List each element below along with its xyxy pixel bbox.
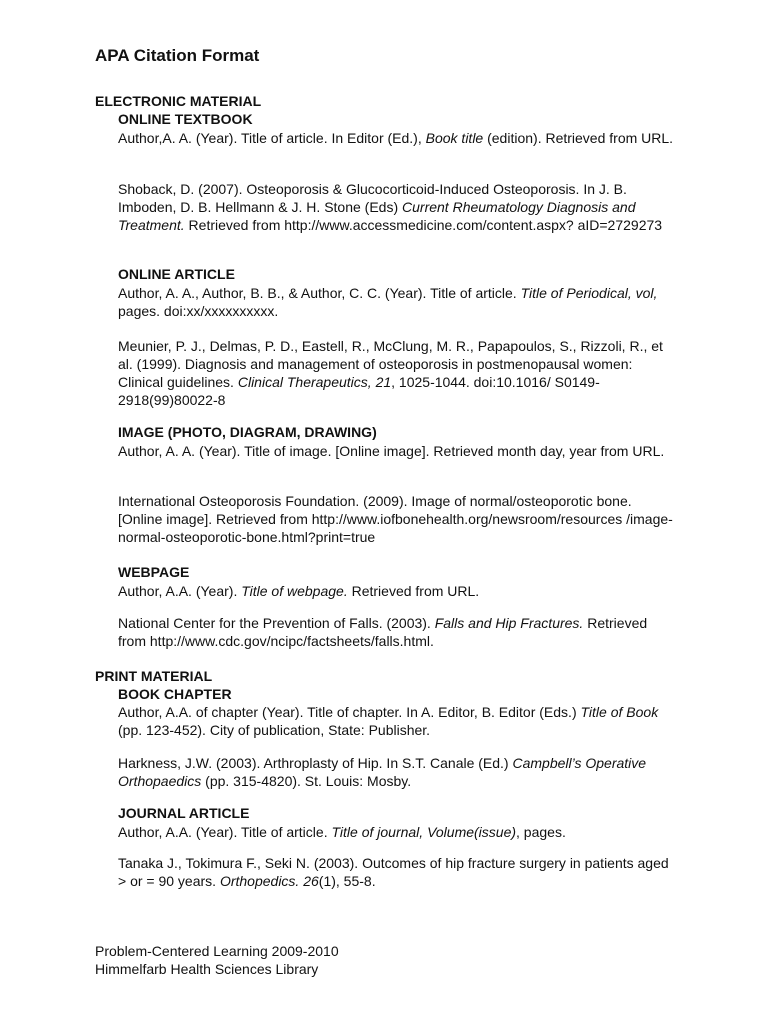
- section-heading-electronic: ELECTRONIC MATERIAL: [95, 93, 262, 109]
- example-online-textbook: Shoback, D. (2007). Osteoporosis & Glucocorticoid-Induced Osteoporosis. In J. B. Imboden, D. B. Hellmann & J. H. Stone (Eds) Current Rheumatology Diagnosis and Treatment. Retrieved from http://www.accessmedicine.com/content.aspx? aID=2729273: [118, 181, 663, 233]
- page-footer: [95, 942, 339, 978]
- example-webpage: National Center for the Prevention of Falls. (2003). Falls and Hip Fractures. Retrieved from http://www.cdc.gov/ncipc/factsheets/falls.html.: [118, 615, 648, 649]
- footer-line-library: Himmelfarb Health Sciences Library: [95, 961, 319, 977]
- subheading-book-chapter: BOOK CHAPTER: [118, 686, 232, 702]
- section-heading-print: PRINT MATERIAL: [95, 668, 213, 684]
- subheading-online-article: ONLINE ARTICLE: [118, 266, 235, 282]
- example-book-chapter: Harkness, J.W. (2003). Arthroplasty of Hip. In S.T. Canale (Ed.) Campbell’s Operative Orthopaedics (pp. 315-4820). St. Louis: Mosby.: [118, 755, 647, 789]
- subheading-online-textbook: ONLINE TEXTBOOK: [118, 111, 253, 127]
- format-online-textbook: Author,A. A. (Year). Title of article. In Editor (Ed.), Book title (edition). Retrieved from URL.: [118, 130, 674, 146]
- format-webpage: Author, A.A. (Year). Title of webpage. Retrieved from URL.: [118, 583, 480, 599]
- subheading-journal-article: JOURNAL ARTICLE: [118, 805, 250, 821]
- example-online-article: Meunier, P. J., Delmas, P. D., Eastell, R., McClung, M. R., Papapoulos, S., Rizzoli, R., et al. (1999). Diagnosis and management of osteoporosis in postmenopausal women: Clinical guidelines. Clinical Therapeutics, 21, 1025-1044. doi:10.1016/ S0149-2918(99)80022-8: [118, 338, 663, 408]
- subheading-webpage: WEBPAGE: [118, 564, 190, 580]
- subheading-image: IMAGE (PHOTO, DIAGRAM, DRAWING): [118, 424, 377, 440]
- format-image: Author, A. A. (Year). Title of image. [Online image]. Retrieved month day, year from URL.: [118, 443, 665, 459]
- example-image: International Osteoporosis Foundation. (2009). Image of normal/osteoporotic bone. [Online image]. Retrieved from http://www.iofbonehealth.org/newsroom/resources /image-normal-osteoporotic-bone.html?print=true: [118, 493, 673, 545]
- page-title: APA Citation Format: [95, 46, 260, 65]
- example-journal-article: Tanaka J., Tokimura F., Seki N. (2003). Outcomes of hip fracture surgery in patients aged > or = 90 years. Orthopedics. 26(1), 55-8.: [118, 855, 669, 889]
- footer-line-course: Problem-Centered Learning 2009-2010: [95, 943, 339, 959]
- format-book-chapter: Author, A.A. of chapter (Year). Title of chapter. In A. Editor, B. Editor (Eds.) Title of Book (pp. 123-452). City of publication, State: Publisher.: [118, 704, 659, 738]
- format-online-article: Author, A. A., Author, B. B., & Author, C. C. (Year). Title of article. Title of Periodical, vol, pages. doi:xx/xxxxxxxxxx.: [118, 285, 658, 319]
- format-journal-article: Author, A.A. (Year). Title of article. Title of journal, Volume(issue), pages.: [118, 824, 566, 840]
